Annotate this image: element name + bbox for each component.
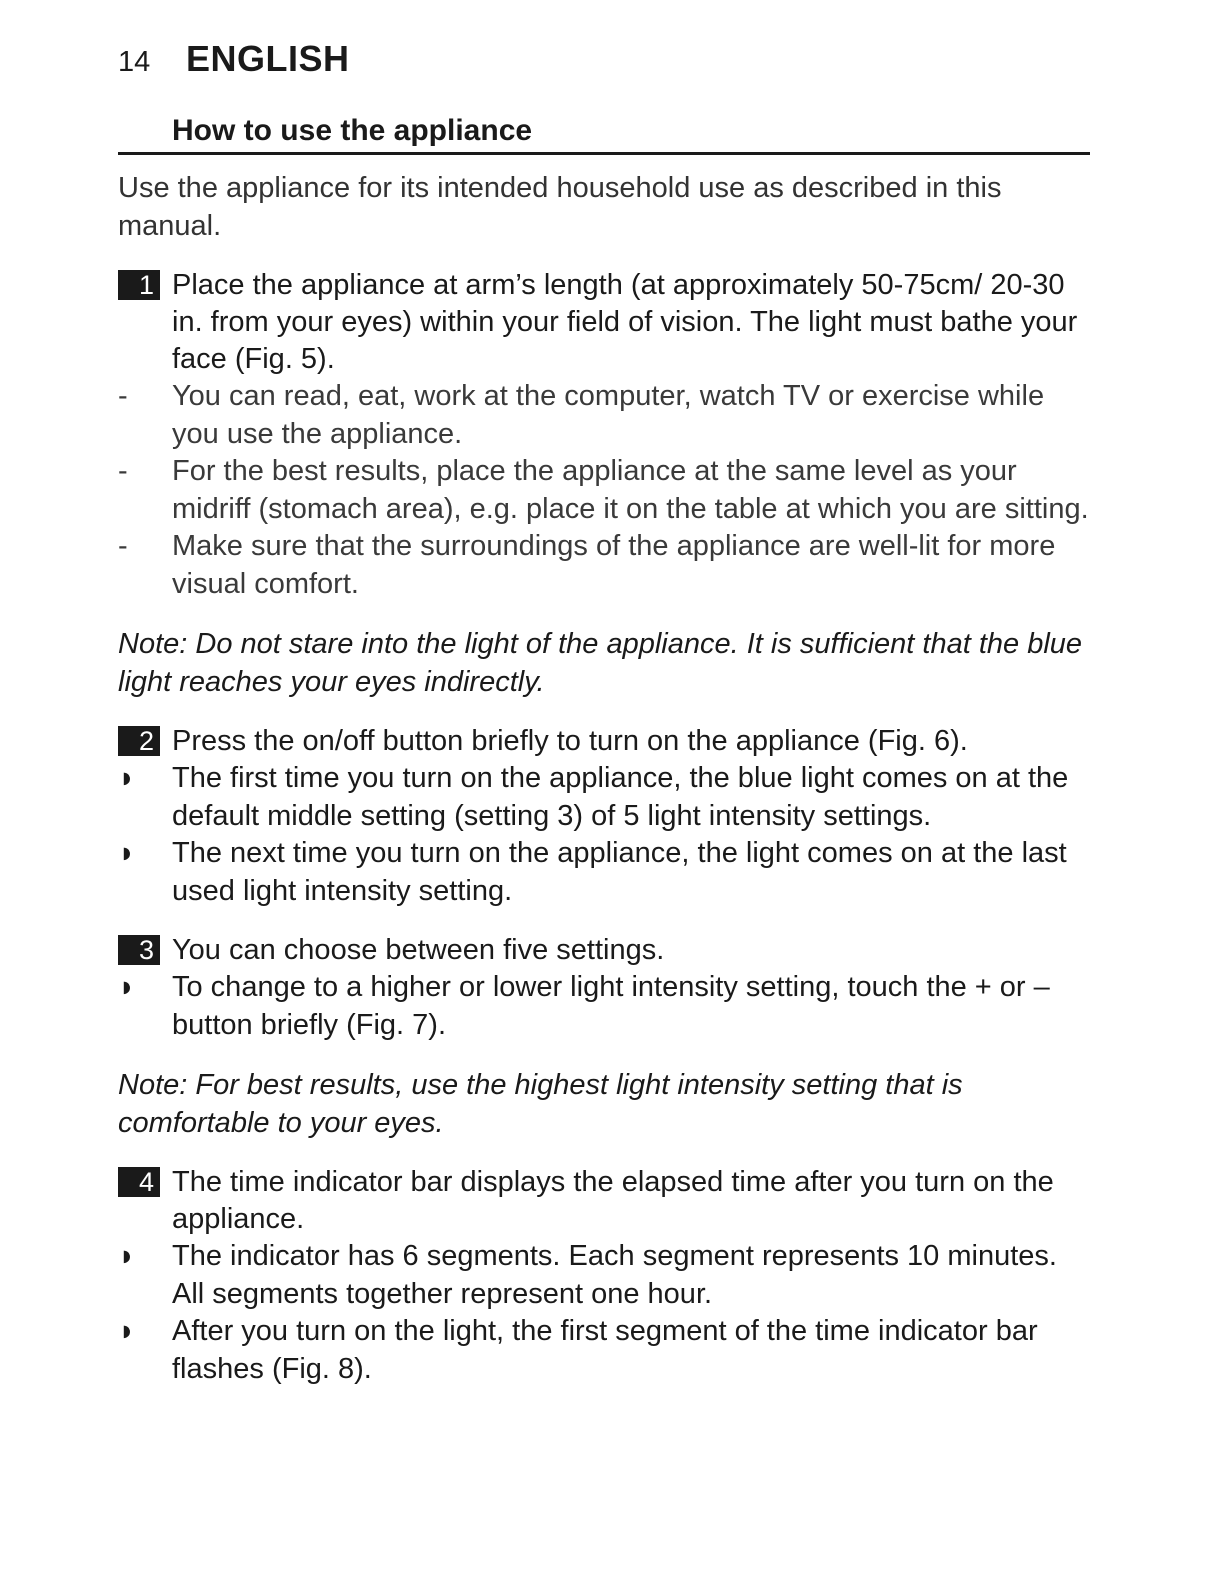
list-item	[118, 1238, 1090, 1313]
dash-mark: -	[118, 530, 128, 562]
list-item-text: You can read, eat, work at the computer, watch TV or exercise while you use the appliance.	[172, 380, 1045, 450]
page-header	[118, 38, 1090, 86]
step-3	[118, 932, 1090, 969]
step-number-badge: 2	[118, 726, 160, 756]
manual-page	[118, 38, 1090, 1388]
arrow-mark-icon: ◗	[118, 1240, 136, 1272]
dash-mark: -	[118, 380, 128, 412]
list-item	[118, 760, 1090, 835]
step-number-badge: 4	[118, 1167, 160, 1197]
step-text: You can choose between five settings.	[172, 934, 665, 966]
step-text: Place the appliance at arm’s length (at approximately 50-75cm/ 20-30 in. from your eyes) within your field of vision. The light must bathe your face (Fig. 5).	[172, 269, 1078, 375]
list-item-text: The first time you turn on the appliance, the blue light comes on at the default middle setting (setting 3) of 5 light intensity settings.	[172, 762, 1069, 832]
step-1	[118, 267, 1090, 378]
list-item	[118, 453, 1090, 528]
list-item-text: After you turn on the light, the first segment of the time indicator bar flashes (Fig. 8).	[172, 1315, 1038, 1385]
dash-mark: -	[118, 455, 128, 487]
step-text: The time indicator bar displays the elapsed time after you turn on the appliance.	[172, 1166, 1054, 1235]
list-item-text: The indicator has 6 segments. Each segment represents 10 minutes. All segments together represent one hour.	[172, 1240, 1057, 1310]
step-number-badge: 1	[118, 270, 160, 300]
list-item-text: For the best results, place the appliance at the same level as your midriff (stomach area), e.g. place it on the table at which you are sitting.	[172, 455, 1089, 525]
note: Note: Do not stare into the light of the appliance. It is sufficient that the blue light reaches your eyes indirectly.	[118, 628, 1083, 698]
arrow-mark-icon: ◗	[118, 971, 136, 1003]
step-2	[118, 723, 1090, 760]
list-item	[118, 528, 1090, 603]
section-intro: Use the appliance for its intended household use as described in this manual.	[118, 172, 1002, 242]
arrow-mark-icon: ◗	[118, 762, 136, 794]
list-item	[118, 969, 1090, 1044]
list-item	[118, 378, 1090, 453]
step-number-badge: 3	[118, 935, 160, 965]
arrow-mark-icon: ◗	[118, 1315, 136, 1347]
step-text: Press the on/off button briefly to turn on the appliance (Fig. 6).	[172, 725, 968, 757]
list-item	[118, 1313, 1090, 1388]
list-item-text: The next time you turn on the appliance, the light comes on at the last used light intensity setting.	[172, 837, 1067, 907]
list-item-text: Make sure that the surroundings of the appliance are well-lit for more visual comfort.	[172, 530, 1056, 600]
list-item-text: To change to a higher or lower light intensity setting, touch the + or – button briefly (Fig. 7).	[172, 971, 1050, 1041]
arrow-mark-icon: ◗	[118, 837, 136, 869]
list-item	[118, 835, 1090, 910]
note: Note: For best results, use the highest light intensity setting that is comfortable to your eyes.	[118, 1069, 963, 1139]
language-heading: ENGLISH	[186, 38, 350, 79]
page-number: 14	[118, 46, 151, 78]
section-title: How to use the appliance	[118, 114, 1090, 155]
step-4	[118, 1164, 1090, 1238]
